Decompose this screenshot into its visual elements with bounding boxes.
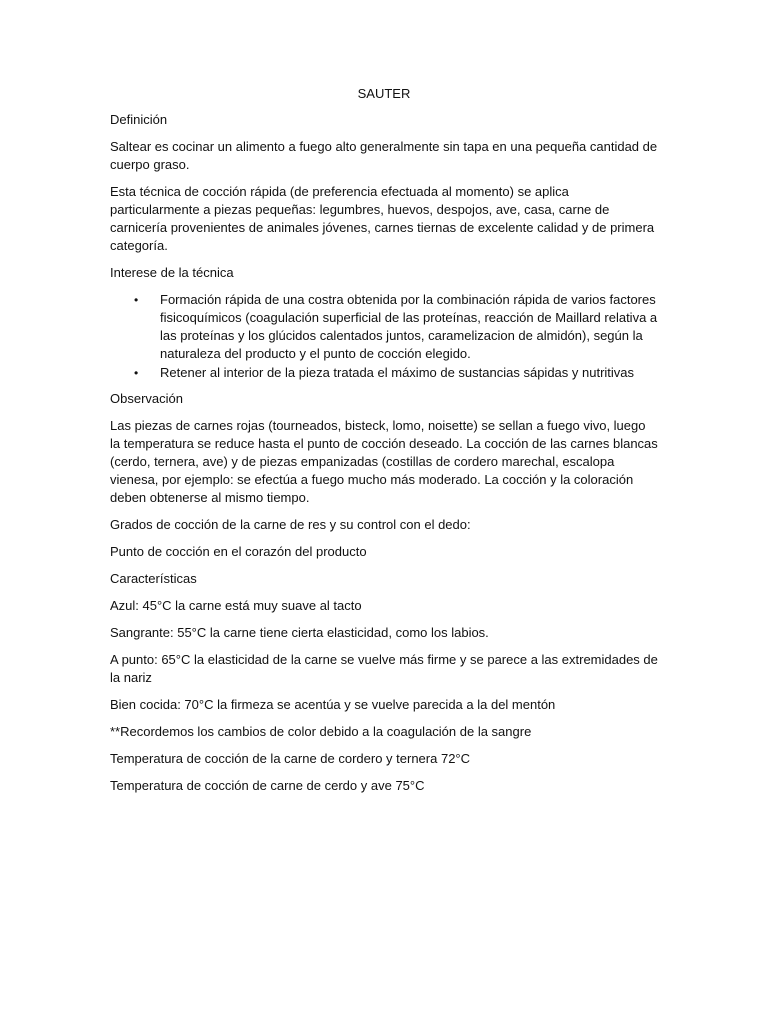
- paragraph-a-punto: A punto: 65°C la elasticidad de la carne se vuelve más firme y se parece a las extremidades de la nariz: [110, 652, 658, 685]
- paragraph-temp-cordero: Temperatura de cocción de la carne de cordero y ternera 72°C: [110, 751, 471, 766]
- paragraph-bien-cocida: Bien cocida: 70°C la firmeza se acentúa y se vuelve parecida a la del mentón: [110, 697, 556, 712]
- paragraph-punto-corazon: Punto de cocción en el corazón del producto: [110, 544, 367, 559]
- paragraph-definicion-1: Saltear es cocinar un alimento a fuego alto generalmente sin tapa en una pequeña cantidad de cuerpo graso.: [110, 139, 658, 172]
- paragraph-azul: Azul: 45°C la carne está muy suave al tacto: [110, 598, 362, 613]
- bullet-icon: •: [134, 293, 139, 307]
- document-body: [110, 85, 658, 804]
- heading-observacion: Observación: [110, 391, 183, 406]
- heading-definicion: Definición: [110, 112, 168, 127]
- bullet-text: Formación rápida de una costra obtenida por la combinación rápida de varios factores fisicoquímicos (coagulación superficial de las proteínas, reacción de Maillard relativa a las proteínas y los glúcidos calentados juntos, caramelizacion de almidón), según la naturaleza del producto y el punto de cocción elegido.: [160, 292, 658, 361]
- heading-interese: Interese de la técnica: [110, 265, 234, 280]
- paragraph-grados: Grados de cocción de la carne de res y su control con el dedo:: [110, 517, 471, 532]
- bullet-text: Retener al interior de la pieza tratada el máximo de sustancias sápidas y nutritivas: [160, 365, 635, 380]
- bullet-list: [110, 291, 658, 382]
- paragraph-caracteristicas: Características: [110, 571, 197, 586]
- paragraph-recordemos: **Recordemos los cambios de color debido a la coagulación de la sangre: [110, 724, 532, 739]
- bullet-item: [134, 364, 658, 382]
- bullet-icon: •: [134, 366, 139, 380]
- paragraph-sangrante: Sangrante: 55°C la carne tiene cierta elasticidad, como los labios.: [110, 625, 489, 640]
- paragraph-observacion: Las piezas de carnes rojas (tourneados, bisteck, lomo, noisette) se sellan a fuego vivo, luego la temperatura se reduce hasta el punto de cocción deseado. La cocción de las carnes blancas (cerdo, ternera, ave) y de piezas empanizadas (costillas de cordero marechal, escalopa vienesa, por ejemplo: se efectúa a fuego mucho más moderado. La cocción y la coloración deben obtenerse al mismo tiempo.: [110, 418, 658, 505]
- document-title: SAUTER: [357, 86, 411, 101]
- bullet-item: [134, 291, 658, 363]
- paragraph-definicion-2: Esta técnica de cocción rápida (de preferencia efectuada al momento) se aplica particularmente a piezas pequeñas: legumbres, huevos, despojos, ave, casa, carne de carnicería provenientes de animales jóvenes, carnes tiernas de excelente calidad y de primera categoría.: [110, 184, 655, 253]
- paragraph-temp-cerdo: Temperatura de cocción de carne de cerdo y ave 75°C: [110, 778, 425, 793]
